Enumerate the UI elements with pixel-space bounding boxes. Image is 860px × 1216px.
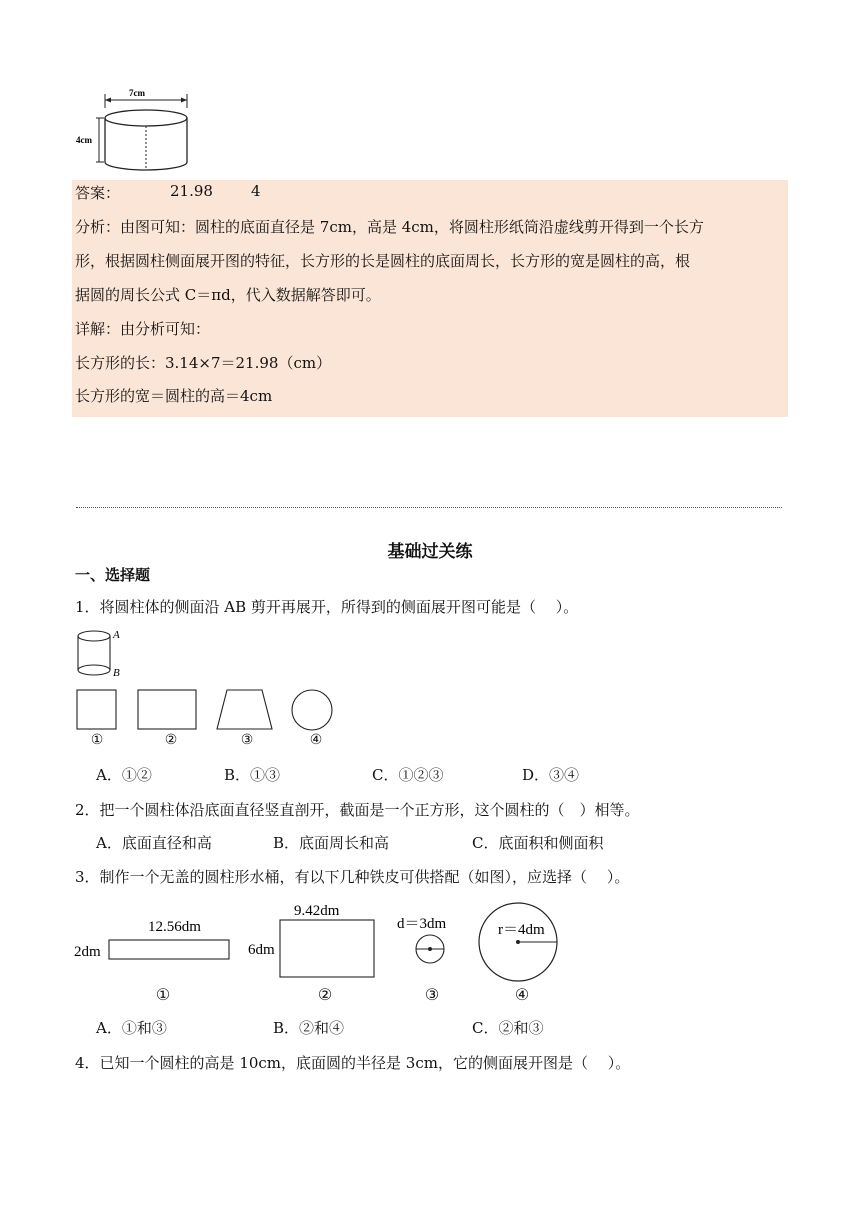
circle1-label: d＝3dm: [397, 916, 447, 932]
circle2-label: r＝4dm: [498, 922, 545, 938]
point-b-label: B: [113, 667, 120, 679]
width-label: 7cm: [129, 88, 145, 98]
rect1-shape: [109, 940, 229, 959]
question-2-text: 2．把一个圆柱体沿底面直径竖直剖开，截面是一个正方形，这个圆柱的（ ）相等。: [75, 801, 640, 819]
cylinder-figure-q1: [72, 626, 132, 682]
rectangle-shape: [138, 690, 196, 729]
q3-caption-1: ①: [155, 985, 171, 1004]
dotted-separator: [76, 507, 782, 508]
q1-caption-4: ④: [309, 732, 323, 748]
question-1-text: 1．将圆柱体的侧面沿 AB 剪开再展开，所得到的侧面展开图可能是（ ）。: [75, 598, 579, 616]
analysis-line-1: 分析：由图可知：圆柱的底面直径是 7cm，高是 4cm，将圆柱形纸筒沿虚线剪开得到一个长方: [75, 218, 704, 236]
analysis-line-2: 形，根据圆柱侧面展开图的特征，长方形的长是圆柱的底面周长，长方形的宽是圆柱的高，根: [75, 252, 691, 270]
detail-line-1: 详解：由分析可知：: [75, 320, 211, 338]
circle-shape: [292, 690, 332, 730]
rect2-height-label: 6dm: [248, 942, 275, 958]
rect1-length-label: 12.56dm: [148, 919, 201, 935]
q1-shapes: [72, 686, 342, 734]
section-subtitle: 一、选择题: [75, 566, 151, 584]
answer-value-1: 21.98: [170, 182, 213, 200]
detail-line-2: 长方形的长：3.14×7＝21.98（cm）: [75, 354, 332, 372]
rect2-shape: [280, 920, 374, 977]
q2-option-c[interactable]: C．底面积和侧面积: [472, 834, 604, 852]
q3-option-c[interactable]: C．②和③: [472, 1019, 544, 1037]
q1-option-d[interactable]: D．③④: [522, 766, 580, 784]
q3-caption-4: ④: [514, 985, 530, 1004]
q3-figure: [72, 898, 572, 984]
answer-value-2: 4: [251, 182, 261, 200]
trapezoid-shape: [217, 690, 272, 729]
q2-option-a[interactable]: A．底面直径和高: [96, 834, 212, 852]
detail-line-3: 长方形的宽＝圆柱的高＝4cm: [75, 387, 273, 405]
q3-caption-2: ②: [317, 985, 333, 1004]
q1-caption-1: ①: [90, 732, 104, 748]
q2-option-b[interactable]: B．底面周长和高: [273, 834, 390, 852]
rect2-length-label: 9.42dm: [294, 903, 340, 919]
answer-label: 答案：: [75, 184, 121, 202]
q1-caption-2: ②: [164, 732, 178, 748]
square-shape: [77, 690, 116, 729]
point-a-label: A: [113, 629, 120, 641]
q1-option-a[interactable]: A．①②: [96, 766, 152, 784]
q3-option-a[interactable]: A．①和③: [96, 1019, 167, 1037]
section-title: 基础过关练: [387, 542, 473, 562]
analysis-line-3: 据圆的周长公式 C＝πd，代入数据解答即可。: [75, 286, 381, 304]
height-label: 4cm: [76, 135, 92, 145]
question-4-text: 4．已知一个圆柱的高是 10cm，底面圆的半径是 3cm，它的侧面展开图是（ ）。: [75, 1054, 631, 1072]
q3-option-b[interactable]: B．②和④: [273, 1019, 345, 1037]
q1-option-b[interactable]: B．①③: [224, 766, 281, 784]
q1-option-c[interactable]: C．①②③: [372, 766, 444, 784]
q1-caption-3: ③: [240, 732, 254, 748]
rect1-height-label: 2dm: [74, 944, 101, 960]
question-3-text: 3．制作一个无盖的圆柱形水桶，有以下几种铁皮可供搭配（如图），应选择（ ）。: [75, 868, 630, 886]
answer-line: [75, 182, 261, 203]
q3-caption-3: ③: [424, 985, 440, 1004]
cylinder-figure-top: [72, 86, 202, 172]
